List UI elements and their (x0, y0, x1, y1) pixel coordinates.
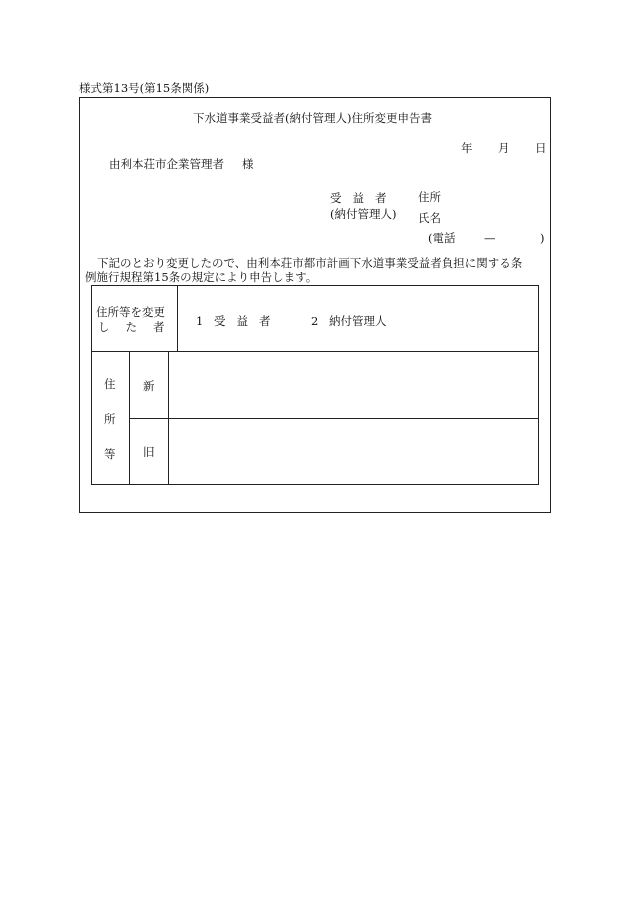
address-label-char-3: 等 (104, 447, 116, 461)
applicant-phone-close: ) (540, 231, 545, 245)
addressee-name: 由利本荘市企業管理者 (109, 157, 224, 171)
date-day-label: 日 (535, 141, 547, 155)
applicant-phone-dash: — (484, 231, 496, 245)
applicant-address-label: 住所 (418, 190, 441, 204)
applicant-role-label: 受益者 (330, 191, 398, 205)
form-title: 下水道事業受益者(納付管理人)住所変更申告書 (193, 111, 432, 125)
changer-label-line-2: した者 (98, 320, 181, 334)
body-text-line-2: 例施行規程第15条の規定により申告します。 (85, 270, 318, 284)
addressee-honorific: 様 (242, 157, 254, 171)
option-1-label: 受益者 (214, 314, 282, 328)
option-1-number: 1 (196, 314, 204, 328)
applicant-phone-open: (電話 (428, 231, 456, 245)
address-label-char-2: 所 (104, 412, 116, 426)
option-2-label: 納付管理人 (329, 314, 387, 328)
date-year-label: 年 (461, 141, 473, 155)
changer-label-line-1: 住所等を変更 (96, 305, 165, 319)
table-divider-row (91, 351, 539, 352)
old-address-label: 旧 (143, 445, 155, 459)
body-text-line-1: 下記のとおり変更したので、由利本荘市都市計画下水道事業受益者負担に関する条 (97, 256, 523, 270)
table-divider-label-col (177, 285, 178, 352)
option-2-number: 2 (311, 314, 319, 328)
applicant-role-sub: (納付管理人) (330, 207, 397, 221)
address-label-char-1: 住 (104, 377, 116, 391)
table-divider-new-old (129, 418, 539, 419)
date-month-label: 月 (498, 141, 510, 155)
new-address-label: 新 (143, 379, 155, 393)
form-number: 様式第13号(第15条関係) (79, 81, 210, 95)
applicant-name-label: 氏名 (418, 211, 441, 225)
